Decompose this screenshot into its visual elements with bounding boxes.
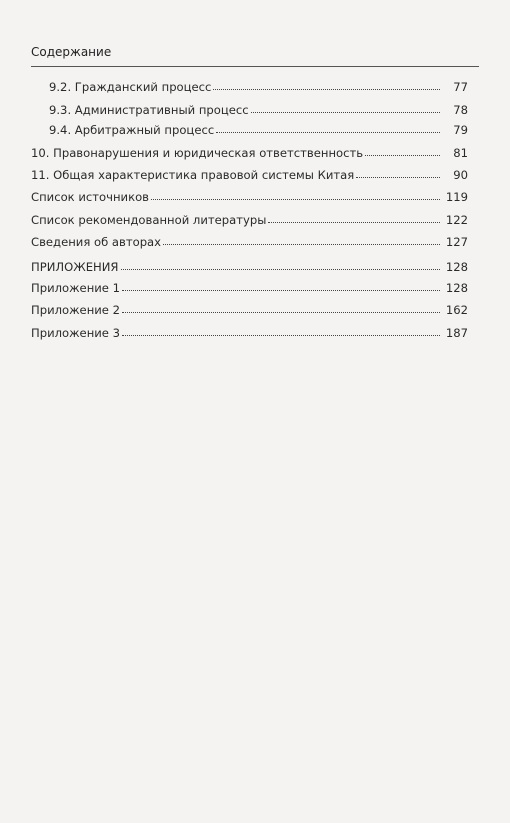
dot-leader — [122, 324, 440, 336]
toc-entry-page: 119 — [445, 190, 468, 204]
toc-entry-title: 9.2. Гражданский процесс — [49, 80, 212, 94]
toc-entry — [31, 144, 468, 162]
toc-entry-title: Список источников — [31, 190, 150, 204]
toc-entry — [31, 188, 468, 206]
toc-entry-page: 128 — [445, 281, 468, 295]
toc-entry — [31, 279, 468, 297]
toc-entry — [31, 301, 468, 319]
toc-entry-title: 9.4. Арбитражный процесс — [49, 123, 215, 137]
toc-entry-title: ПРИЛОЖЕНИЯ — [31, 260, 119, 274]
toc-entry-page: 127 — [445, 235, 468, 249]
dot-leader — [356, 166, 440, 178]
toc-entry-title: 11. Общая характеристика правовой системы Китая — [31, 168, 355, 182]
toc-entry-page: 81 — [453, 146, 468, 160]
dot-leader — [122, 279, 440, 291]
toc-entry — [31, 233, 468, 251]
dot-leader — [151, 188, 440, 200]
toc-entry — [31, 166, 468, 184]
header-rule — [31, 66, 479, 67]
toc-entry-title: Сведения об авторах — [31, 235, 162, 249]
toc-entry-page: 77 — [453, 80, 468, 94]
toc-entry-page: 122 — [445, 213, 468, 227]
toc-entry-page: 187 — [445, 326, 468, 340]
dot-leader — [268, 211, 440, 223]
toc-entry-page: 162 — [445, 303, 468, 317]
toc-entry-title: 10. Правонарушения и юридическая ответственность — [31, 146, 364, 160]
dot-leader — [213, 78, 440, 90]
dot-leader — [122, 301, 440, 313]
toc-entry-title: Приложение 2 — [31, 303, 121, 317]
toc-entry-title: 9.3. Административный процесс — [49, 103, 249, 117]
toc-entry-title: Приложение 1 — [31, 281, 121, 295]
toc-entry-title: Список рекомендованной литературы — [31, 213, 267, 227]
toc-entry-page: 79 — [453, 123, 468, 137]
dot-leader — [121, 258, 440, 270]
toc-entry — [49, 121, 468, 139]
toc-entry-title: Приложение 3 — [31, 326, 121, 340]
toc-entry-page: 128 — [445, 260, 468, 274]
toc-entry-page: 90 — [453, 168, 468, 182]
dot-leader — [365, 144, 440, 156]
toc-entry — [31, 258, 468, 276]
dot-leader — [251, 101, 440, 113]
dot-leader — [216, 121, 440, 133]
toc-entry-page: 78 — [453, 103, 468, 117]
running-head: Содержание — [31, 45, 112, 59]
dot-leader — [163, 233, 440, 245]
toc-entry — [31, 324, 468, 342]
toc-entry — [49, 78, 468, 96]
toc-entry — [49, 101, 468, 119]
toc-entry — [31, 211, 468, 229]
